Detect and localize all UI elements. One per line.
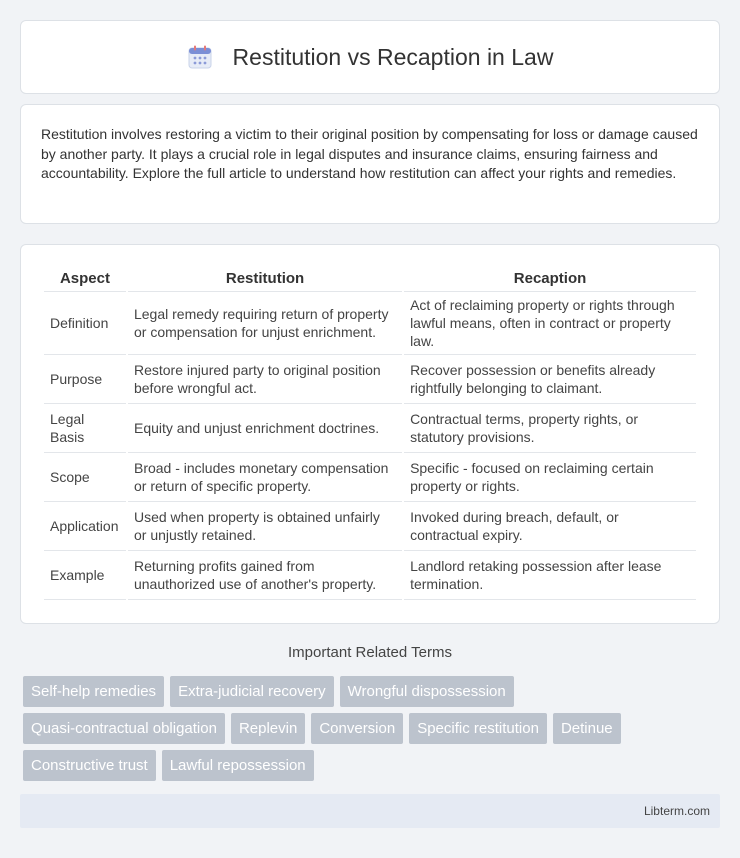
row-aspect: Legal Basis bbox=[44, 404, 126, 453]
row-recaption: Contractual terms, property rights, or statutory provisions. bbox=[404, 404, 696, 453]
header-recaption: Recaption bbox=[404, 265, 696, 292]
row-aspect: Application bbox=[44, 502, 126, 551]
table-row bbox=[44, 551, 696, 600]
row-restitution: Used when property is obtained unfairly or unjustly retained. bbox=[128, 502, 402, 551]
footer-site-link[interactable]: Libterm.com bbox=[643, 804, 710, 818]
row-aspect: Example bbox=[44, 551, 126, 600]
tag-row bbox=[23, 713, 723, 744]
tag-extra-judicial-recovery[interactable]: Extra-judicial recovery bbox=[170, 676, 334, 707]
table-header-row bbox=[44, 265, 696, 292]
row-aspect: Scope bbox=[44, 453, 126, 502]
tag-detinue[interactable]: Detinue bbox=[553, 713, 621, 744]
header-restitution: Restitution bbox=[128, 265, 402, 292]
page-title: Restitution vs Recaption in Law bbox=[232, 43, 554, 70]
tag-row bbox=[23, 750, 723, 781]
row-recaption: Recover possession or benefits already rightfully belonging to claimant. bbox=[404, 355, 696, 404]
comparison-table-card bbox=[20, 244, 720, 624]
tag-constructive-trust[interactable]: Constructive trust bbox=[23, 750, 156, 781]
related-terms-heading: Important Related Terms bbox=[288, 644, 452, 661]
tag-lawful-repossession[interactable]: Lawful repossession bbox=[162, 750, 314, 781]
table-row bbox=[44, 453, 696, 502]
row-aspect: Definition bbox=[44, 292, 126, 355]
comparison-table bbox=[42, 265, 698, 600]
row-recaption: Invoked during breach, default, or contractual expiry. bbox=[404, 502, 696, 551]
row-restitution: Restore injured party to original position before wrongful act. bbox=[128, 355, 402, 404]
tag-specific-restitution[interactable]: Specific restitution bbox=[409, 713, 547, 744]
tag-conversion[interactable]: Conversion bbox=[311, 713, 403, 744]
title-card bbox=[20, 20, 720, 94]
row-aspect: Purpose bbox=[44, 355, 126, 404]
tag-row bbox=[23, 676, 723, 707]
row-recaption: Act of reclaiming property or rights through lawful means, often in contract or property law. bbox=[404, 292, 696, 355]
table-row bbox=[44, 404, 696, 453]
tag-replevin[interactable]: Replevin bbox=[231, 713, 305, 744]
table-row bbox=[44, 502, 696, 551]
header-aspect: Aspect bbox=[44, 265, 126, 292]
row-restitution: Broad - includes monetary compensation or return of specific property. bbox=[128, 453, 402, 502]
footer bbox=[20, 794, 720, 828]
tag-self-help-remedies[interactable]: Self-help remedies bbox=[23, 676, 164, 707]
intro-card bbox=[20, 104, 720, 224]
table-row bbox=[44, 292, 696, 355]
intro-text: Restitution involves restoring a victim to their original position by compensating for loss or damage caused by another party. It plays a crucial role in legal disputes and insurance claims, ensuring fairness and accountability. Explore the full article to understand how restitution can affect your rights and remedies. bbox=[41, 126, 698, 181]
row-restitution: Equity and unjust enrichment doctrines. bbox=[128, 404, 402, 453]
row-restitution: Legal remedy requiring return of property or compensation for unjust enrichment. bbox=[128, 292, 402, 355]
related-tags bbox=[23, 676, 723, 787]
calendar-grid-icon bbox=[187, 44, 213, 70]
tag-quasi-contractual-obligation[interactable]: Quasi-contractual obligation bbox=[23, 713, 225, 744]
row-restitution: Returning profits gained from unauthorized use of another's property. bbox=[128, 551, 402, 600]
tag-wrongful-dispossession[interactable]: Wrongful dispossession bbox=[340, 676, 514, 707]
row-recaption: Landlord retaking possession after lease termination. bbox=[404, 551, 696, 600]
row-recaption: Specific - focused on reclaiming certain property or rights. bbox=[404, 453, 696, 502]
table-row bbox=[44, 355, 696, 404]
